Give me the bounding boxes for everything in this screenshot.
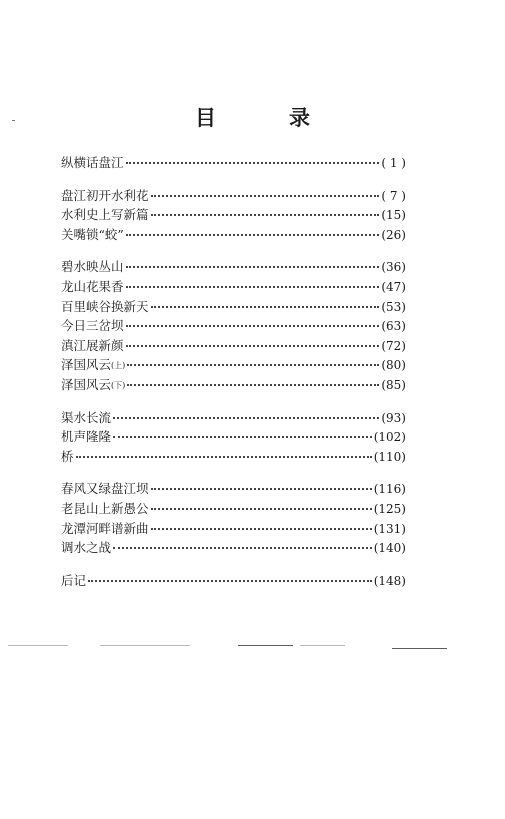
toc-entry-title-wrap bbox=[61, 225, 124, 245]
toc-entry-page-number: (93) bbox=[381, 410, 406, 425]
dot-leader bbox=[151, 306, 380, 308]
toc-entry-page-number: (47) bbox=[381, 279, 406, 294]
toc-entry bbox=[61, 571, 406, 591]
toc-entry-page-number: (36) bbox=[381, 260, 406, 275]
scan-artifact-line bbox=[392, 648, 447, 649]
toc-entry bbox=[61, 538, 406, 558]
toc-entry-title: 今日三岔坝 bbox=[61, 318, 124, 334]
toc-entry bbox=[61, 447, 406, 467]
dot-leader bbox=[126, 325, 380, 327]
toc-entry bbox=[61, 519, 406, 539]
scan-artifact-line bbox=[238, 645, 293, 646]
toc-entry-title-wrap bbox=[61, 277, 124, 297]
dot-leader bbox=[151, 528, 372, 530]
dot-leader bbox=[126, 234, 380, 236]
toc-entry-title: 百里峡谷换新天 bbox=[61, 298, 149, 314]
dot-leader bbox=[113, 436, 372, 438]
toc-entry-page-number: (125) bbox=[373, 501, 406, 516]
toc-entry bbox=[61, 186, 406, 206]
toc-group bbox=[61, 186, 406, 245]
dot-leader bbox=[126, 286, 380, 288]
toc-entry-title-wrap bbox=[61, 499, 149, 519]
toc-entry-title: 关嘴锁“蛟” bbox=[61, 226, 124, 242]
toc-entry-title-wrap bbox=[61, 336, 124, 356]
dot-leader bbox=[126, 162, 380, 164]
toc-entry-title-wrap bbox=[61, 571, 86, 591]
toc-entry-page-number: (102) bbox=[373, 430, 406, 445]
scan-artifact-line bbox=[8, 645, 68, 646]
toc-entry-page-number: (140) bbox=[373, 541, 406, 556]
toc-entry-page-number: (72) bbox=[381, 338, 406, 353]
toc-entry-title-wrap bbox=[61, 355, 125, 376]
toc-entry bbox=[61, 205, 406, 225]
dot-leader bbox=[76, 456, 372, 458]
toc-entry-title-wrap bbox=[61, 257, 124, 277]
toc-entry-title-wrap bbox=[61, 205, 149, 225]
toc-entry bbox=[61, 257, 406, 277]
toc-group bbox=[61, 257, 406, 394]
toc-entry bbox=[61, 355, 406, 375]
toc-entry-part-note: (下) bbox=[111, 380, 126, 390]
toc-entry bbox=[61, 316, 406, 336]
toc-entry-title: 泽国风云 bbox=[61, 357, 112, 373]
dot-leader bbox=[113, 547, 372, 549]
toc-entry-title: 龙潭河畔谱新曲 bbox=[61, 520, 149, 536]
dot-leader bbox=[113, 417, 379, 419]
toc-entry-title: 老昆山上新愚公 bbox=[61, 500, 149, 516]
toc-entry bbox=[61, 375, 406, 395]
toc-entry-page-number: (26) bbox=[381, 227, 406, 242]
scan-artifact-line bbox=[100, 645, 190, 646]
dot-leader bbox=[88, 580, 372, 582]
toc-entry-title-wrap bbox=[61, 316, 124, 336]
toc-entry-title-wrap bbox=[61, 479, 149, 499]
toc-entry-page-number: (131) bbox=[373, 521, 406, 536]
toc-entry-title: 滇江展新颜 bbox=[61, 337, 124, 353]
toc-entry-page-number: (148) bbox=[373, 573, 406, 588]
toc-group bbox=[61, 571, 406, 591]
toc-entry-page-number: (85) bbox=[381, 377, 406, 392]
toc-entry-title: 渠水长流 bbox=[61, 409, 112, 425]
toc-entry-title: 春风又绿盘江坝 bbox=[61, 481, 149, 497]
toc-entry bbox=[61, 277, 406, 297]
scan-artifact-line bbox=[300, 645, 345, 646]
toc-entry-title-wrap bbox=[61, 297, 149, 317]
dot-leader bbox=[151, 195, 380, 197]
toc-entry-page-number: (116) bbox=[373, 482, 406, 497]
toc-entry bbox=[61, 336, 406, 356]
toc-entry-title: 龙山花果香 bbox=[61, 278, 124, 294]
toc-entry-page-number: (15) bbox=[381, 208, 406, 223]
toc-entry-title: 调水之战 bbox=[61, 540, 112, 556]
toc-entry-title-wrap bbox=[61, 153, 124, 173]
toc-entry-page-number: (53) bbox=[381, 299, 406, 314]
toc-group bbox=[61, 479, 406, 557]
toc-group bbox=[61, 408, 406, 467]
toc-entry-title-wrap bbox=[61, 375, 125, 396]
toc-entry-title: 水利史上写新篇 bbox=[61, 207, 149, 223]
toc-entry-title-wrap bbox=[61, 447, 74, 467]
dot-leader bbox=[151, 508, 372, 510]
toc-entry-title: 后记 bbox=[61, 572, 87, 588]
toc-entry-title: 桥 bbox=[61, 448, 74, 464]
toc-entry-title: 机声隆隆 bbox=[61, 429, 112, 445]
toc-entry-title: 泽国风云 bbox=[61, 376, 112, 392]
toc-entry-title-wrap bbox=[61, 186, 149, 206]
page-title: 目 录 bbox=[195, 105, 336, 130]
dot-leader bbox=[127, 384, 379, 386]
toc-entry-title: 盘江初开水利花 bbox=[61, 187, 149, 203]
toc-entry bbox=[61, 408, 406, 428]
toc-entry-title: 纵横话盘江 bbox=[61, 155, 124, 170]
toc-entry bbox=[61, 479, 406, 499]
toc-entry-page-number: (63) bbox=[381, 319, 406, 334]
toc-entry-part-note: (上) bbox=[111, 361, 126, 371]
toc-entry-page-number: (80) bbox=[381, 358, 406, 373]
toc-entry-title-wrap bbox=[61, 427, 111, 447]
toc-entry bbox=[61, 225, 406, 245]
dot-leader bbox=[151, 214, 380, 216]
toc-entry bbox=[61, 427, 406, 447]
dot-leader bbox=[151, 488, 372, 490]
toc-entry-title-wrap bbox=[61, 538, 111, 558]
toc-group bbox=[61, 153, 406, 173]
toc-entry-title-wrap bbox=[61, 408, 111, 428]
toc-entry-title: 碧水映丛山 bbox=[61, 259, 124, 275]
toc-entry-page-number: (110) bbox=[373, 449, 406, 464]
scan-speck bbox=[12, 120, 15, 121]
dot-leader bbox=[126, 345, 380, 347]
dot-leader bbox=[127, 364, 379, 366]
dot-leader bbox=[126, 266, 380, 268]
toc-entry bbox=[61, 499, 406, 519]
toc-entry bbox=[61, 153, 406, 173]
toc-entry-page-number: ( 1 ) bbox=[381, 156, 406, 170]
table-of-contents bbox=[61, 153, 406, 603]
toc-entry-page-number: ( 7 ) bbox=[381, 188, 406, 203]
toc-entry-title-wrap bbox=[61, 519, 149, 539]
toc-entry bbox=[61, 297, 406, 317]
